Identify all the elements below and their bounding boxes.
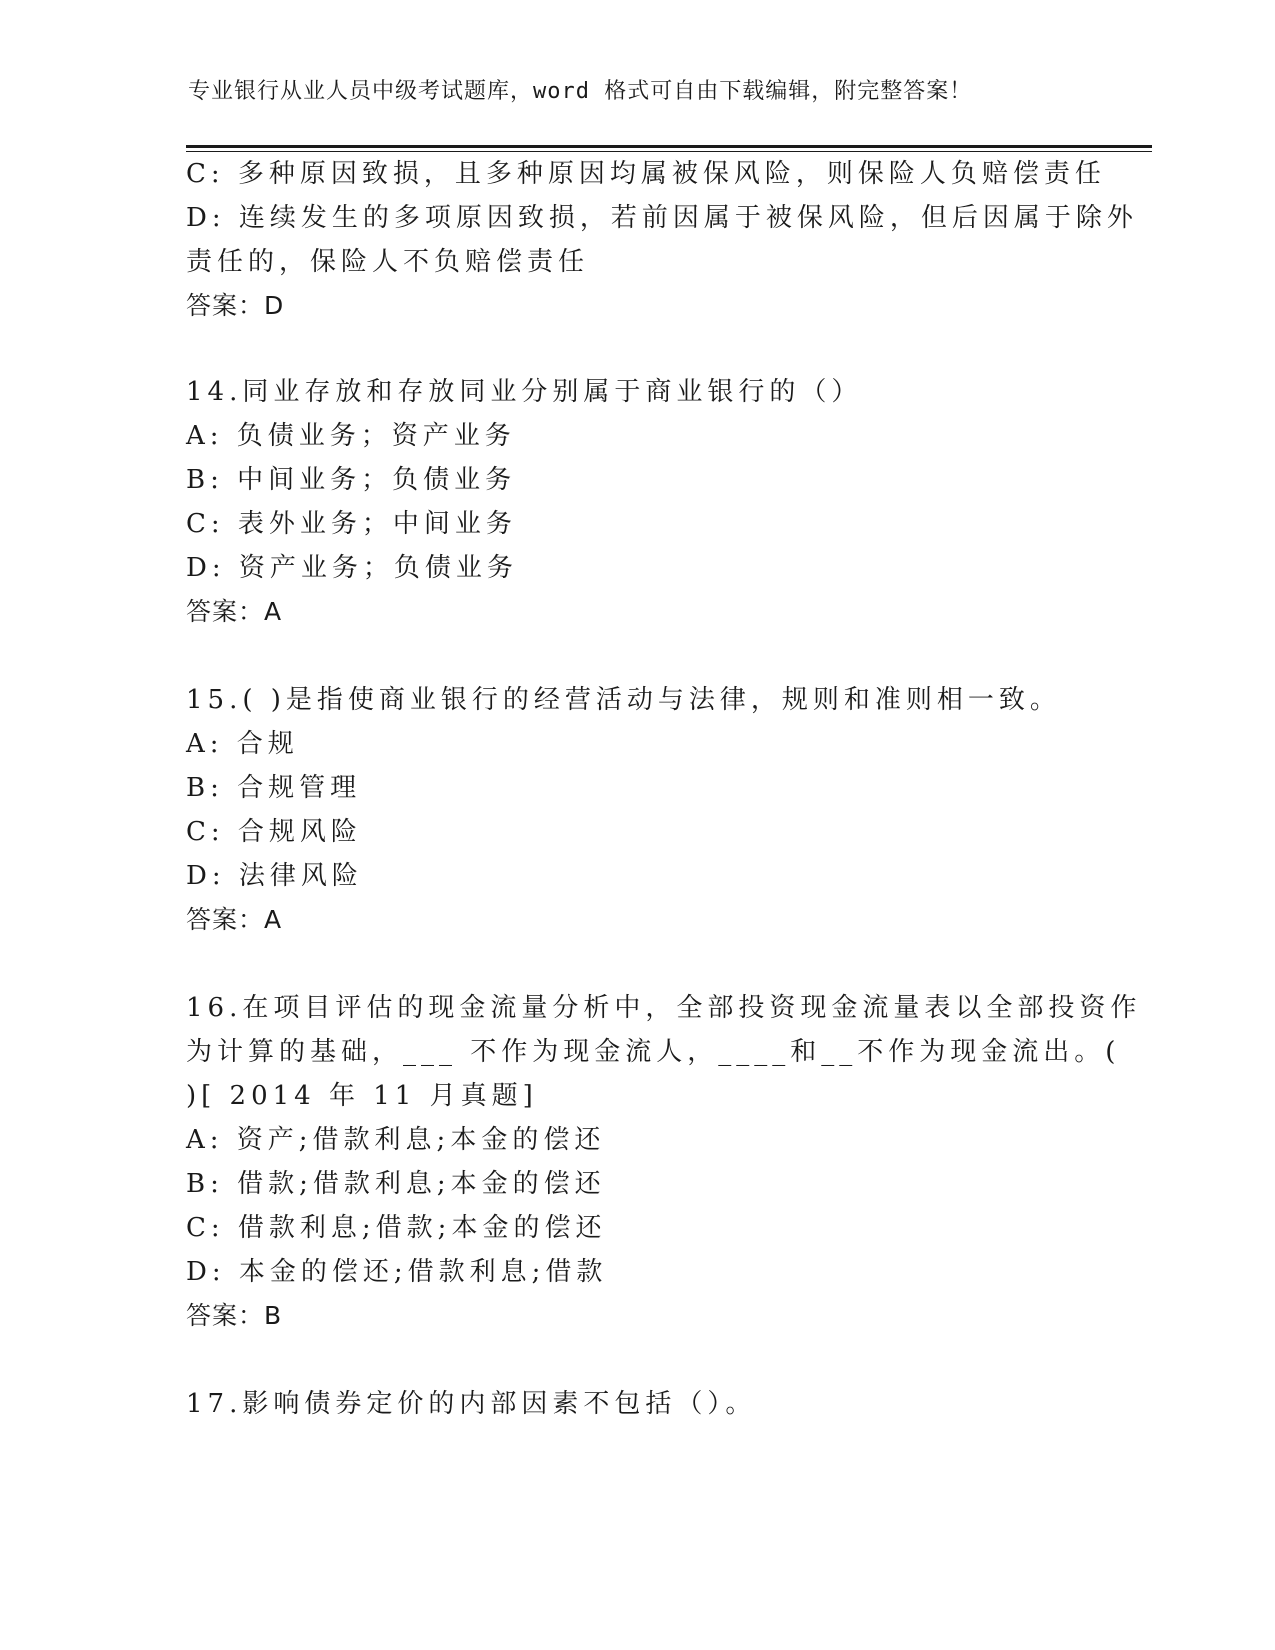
question-text: 14.同业存放和存放同业分别属于商业银行的（） bbox=[186, 377, 863, 407]
option-d: D: 本金的偿还;借款利息;借款 bbox=[186, 1257, 608, 1287]
header-rule-thin bbox=[186, 151, 1152, 152]
option-a: A: 合规 bbox=[186, 729, 299, 759]
option-b: B: 合规管理 bbox=[186, 773, 362, 803]
question-text: 16.在项目评估的现金流量分析中，全部投资现金流量表以全部投资作 bbox=[186, 993, 1142, 1023]
answer: 答案：D bbox=[186, 291, 285, 320]
option-b: B: 借款;借款利息;本金的偿还 bbox=[186, 1169, 606, 1199]
option-d-continued: 责任的，保险人不负赔偿责任 bbox=[186, 247, 590, 277]
answer: 答案：A bbox=[186, 597, 283, 626]
option-a: A: 负债业务；资产业务 bbox=[186, 421, 516, 451]
question-text: 15.( )是指使商业银行的经营活动与法律，规则和准则相一致。 bbox=[186, 685, 1061, 715]
option-d: D: 资产业务；负债业务 bbox=[186, 553, 518, 583]
option-d: D: 法律风险 bbox=[186, 861, 363, 891]
option-b: B: 中间业务；负债业务 bbox=[186, 465, 517, 495]
answer: 答案：A bbox=[186, 905, 283, 934]
answer: 答案：B bbox=[186, 1301, 283, 1330]
header-text: 专业银行从业人员中级考试题库，word 格式可自由下载编辑，附完整答案！ bbox=[188, 79, 973, 104]
option-c: C: 表外业务；中间业务 bbox=[186, 509, 517, 539]
question-text-continued: )[ 2014 年 11 月真题] bbox=[186, 1081, 538, 1111]
option-a: A: 资产;借款利息;本金的偿还 bbox=[186, 1125, 606, 1155]
option-c: C: 合规风险 bbox=[186, 817, 362, 847]
option-d: D: 连续发生的多项原因致损，若前因属于被保风险，但后因属于除外 bbox=[186, 203, 1138, 233]
header-rule-thick bbox=[186, 145, 1152, 148]
option-c: C: 多种原因致损，且多种原因均属被保风险，则保险人负赔偿责任 bbox=[186, 159, 1106, 189]
option-c: C: 借款利息;借款;本金的偿还 bbox=[186, 1213, 607, 1243]
question-text-continued: 为计算的基础，___ 不作为现金流人，____和__不作为现金流出。( bbox=[186, 1037, 1121, 1067]
question-text: 17.影响债券定价的内部因素不包括（）。 bbox=[186, 1389, 757, 1419]
